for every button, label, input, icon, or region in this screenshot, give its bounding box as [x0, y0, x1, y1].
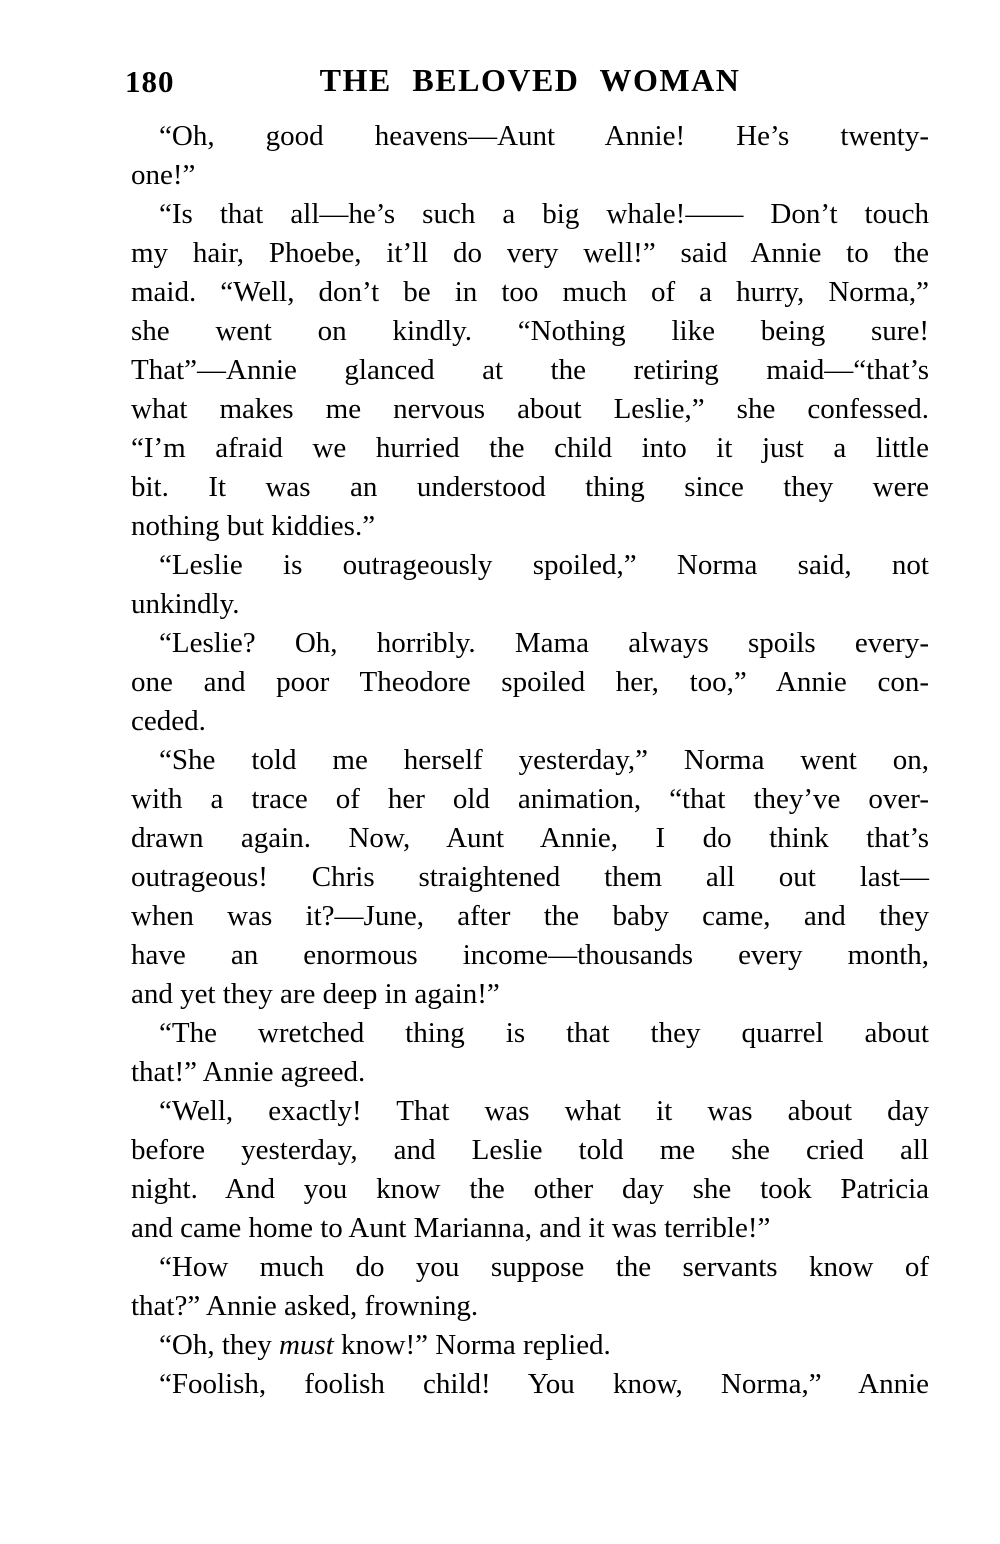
text-line: outrageous! Chris straightened them all out last—	[131, 861, 929, 893]
text-line	[131, 1326, 929, 1365]
text-line: and came home to Aunt Marianna, and it was terrible!”	[131, 1212, 771, 1244]
paragraph	[131, 1326, 929, 1365]
paragraph	[131, 741, 929, 1014]
text-line: maid. “Well, don’t be in too much of a hurry, Norma,”	[131, 276, 929, 308]
text-segment: know!” Norma replied.	[333, 1329, 611, 1361]
text-line: with a trace of her old animation, “that they’ve over-	[131, 783, 929, 815]
italic-word: must	[279, 1329, 334, 1361]
text-line: “How much do you suppose the servants know of	[159, 1251, 929, 1283]
paragraph	[131, 1365, 929, 1404]
text-line: “The wretched thing is that they quarrel about	[159, 1017, 929, 1049]
text-line: “She told me herself yesterday,” Norma went on,	[159, 744, 929, 776]
text-line: “I’m afraid we hurried the child into it just a little	[131, 432, 929, 464]
text-line: when was it?—June, after the baby came, and they	[131, 900, 929, 932]
text-segment: “Oh, they	[159, 1329, 279, 1361]
text-line: night. And you know the other day she took Patricia	[131, 1173, 929, 1205]
text-line: drawn again. Now, Aunt Annie, I do think that’s	[131, 822, 929, 854]
text-line: my hair, Phoebe, it’ll do very well!” said Annie to the	[131, 237, 929, 269]
text-line: “Well, exactly! That was what it was about day	[159, 1095, 929, 1127]
paragraph	[131, 195, 929, 546]
text-line: “Leslie? Oh, horribly. Mama always spoils every-	[159, 627, 929, 659]
text-line: that!” Annie agreed.	[131, 1056, 366, 1088]
text-line: bit. It was an understood thing since they were	[131, 471, 929, 503]
text-line: one!”	[131, 159, 196, 191]
text-line: she went on kindly. “Nothing like being sure!	[131, 315, 929, 347]
paragraph	[131, 624, 929, 741]
paragraph	[131, 1092, 929, 1248]
text-line: “Is that all—he’s such a big whale!—— Don’t touch	[159, 198, 929, 230]
paragraph	[131, 117, 929, 195]
text-line: what makes me nervous about Leslie,” she confessed.	[131, 393, 929, 425]
paragraph	[131, 1248, 929, 1326]
text-line: one and poor Theodore spoiled her, too,” Annie con-	[131, 666, 929, 698]
text-line: “Oh, good heavens—Aunt Annie! He’s twenty-	[159, 120, 929, 152]
text-line: have an enormous income—thousands every month,	[131, 939, 929, 971]
text-line: nothing but kiddies.”	[131, 510, 376, 542]
paragraph	[131, 1014, 929, 1092]
text-line: that?” Annie asked, frowning.	[131, 1290, 479, 1322]
text-line: and yet they are deep in again!”	[131, 978, 500, 1010]
text-line: “Leslie is outrageously spoiled,” Norma said, not	[159, 549, 929, 581]
page-number: 180	[125, 64, 175, 99]
text-line: before yesterday, and Leslie told me she cried all	[131, 1134, 929, 1166]
text-line: ceded.	[131, 705, 206, 737]
text-line: “Foolish, foolish child! You know, Norma,” Annie	[159, 1368, 929, 1400]
text-line: That”—Annie glanced at the retiring maid—“that’s	[131, 354, 929, 386]
text-line: unkindly.	[131, 588, 240, 620]
paragraph	[131, 546, 929, 624]
running-title: THE BELOVED WOMAN	[319, 62, 741, 98]
page-body	[131, 117, 929, 1404]
